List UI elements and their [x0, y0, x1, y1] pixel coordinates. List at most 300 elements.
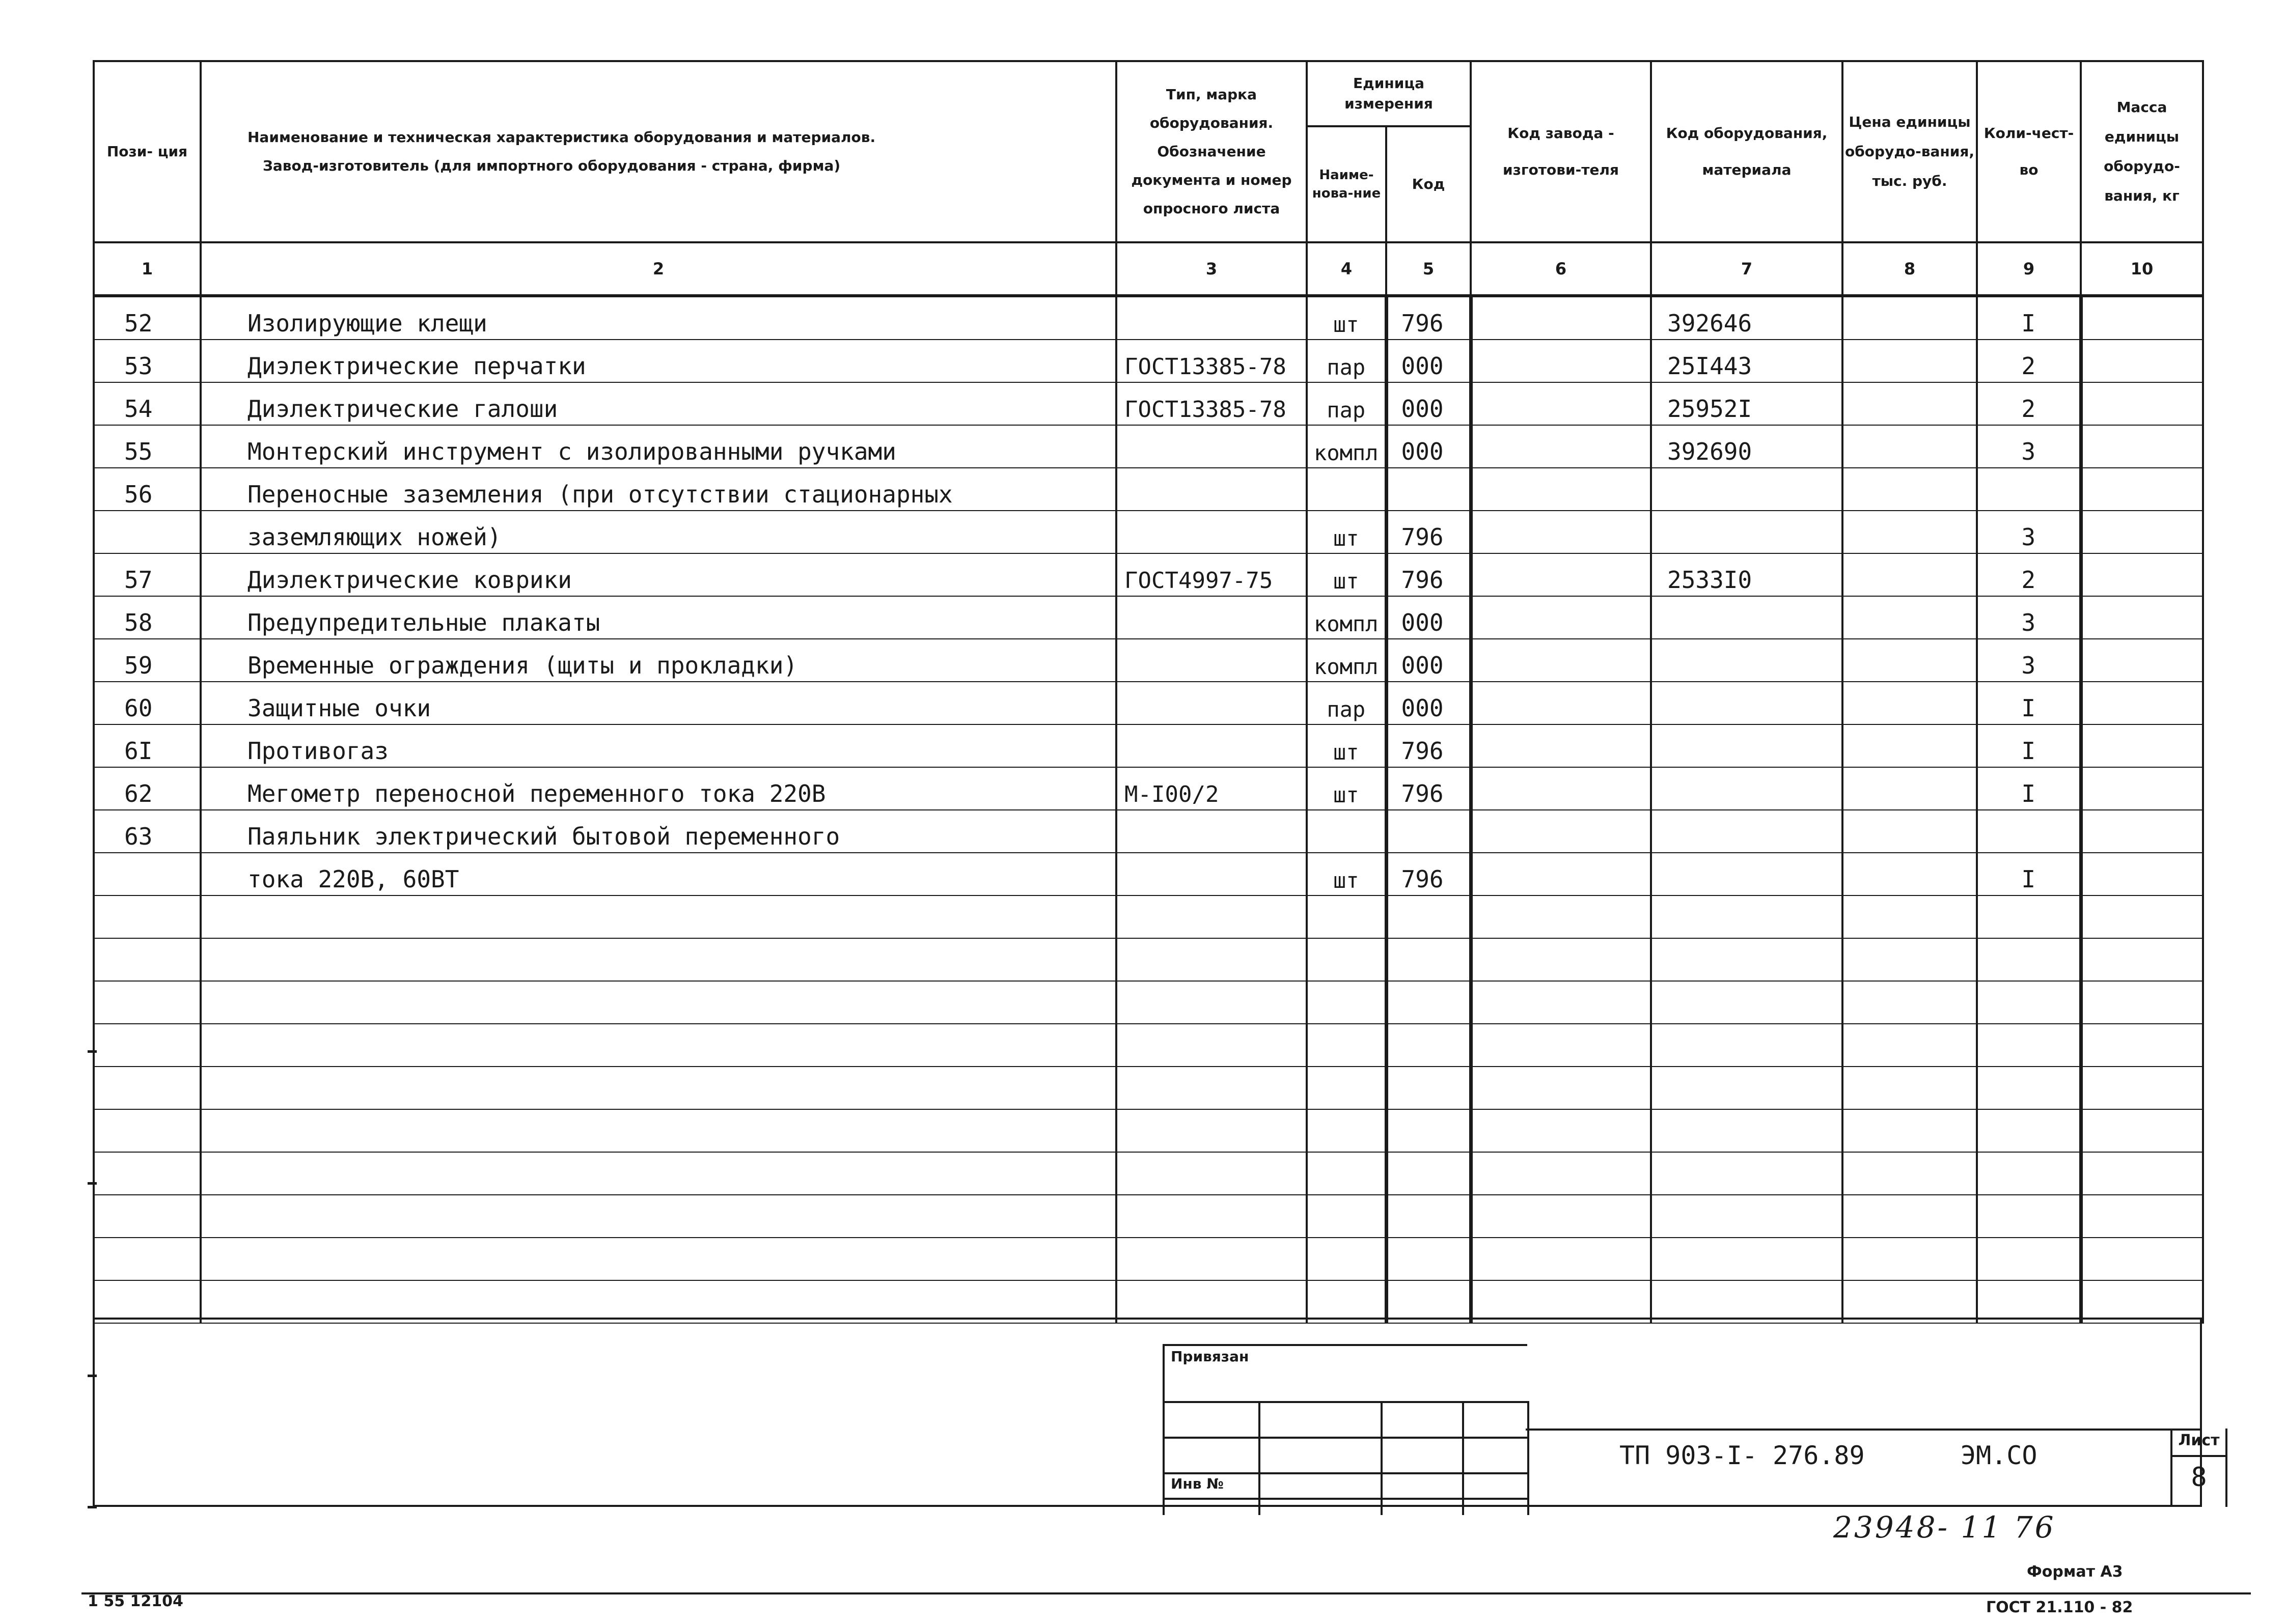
- row-unit-code: 796: [1386, 853, 1471, 895]
- row-quantity: 3: [1977, 596, 2081, 639]
- row-name: Изолирующие клещи: [201, 296, 1116, 340]
- column-number: 2: [201, 242, 1116, 296]
- row-unit-code: [1386, 981, 1471, 1024]
- row-name: Предупредительные плакаты: [201, 596, 1116, 639]
- margin-tick: [88, 1050, 97, 1053]
- row-name: [201, 938, 1116, 981]
- header-quantity: Коли-чест-во: [1977, 61, 2081, 242]
- row-quantity: [1977, 1238, 2081, 1280]
- column-number: 6: [1471, 242, 1651, 296]
- row-unit-code: [1386, 938, 1471, 981]
- row-name: Противогаз: [201, 724, 1116, 767]
- row-unit-name: [1307, 1152, 1386, 1195]
- row-name: [201, 1195, 1116, 1238]
- column-number: 7: [1651, 242, 1842, 296]
- row-unit-name: [1307, 1109, 1386, 1152]
- row-material-code: 25I443: [1651, 340, 1842, 382]
- table-row: [94, 596, 2203, 639]
- row-manufacturer-code: [1471, 340, 1651, 382]
- table-row: [94, 511, 2203, 553]
- row-unit-code: 796: [1386, 296, 1471, 340]
- row-document: [1116, 596, 1307, 639]
- table-row: [94, 853, 2203, 895]
- row-unit-code: 000: [1386, 596, 1471, 639]
- row-document: [1116, 1024, 1307, 1067]
- row-unit-code: [1386, 1024, 1471, 1067]
- row-position: 55: [94, 425, 201, 468]
- row-document: [1116, 938, 1307, 981]
- row-mass: [2081, 553, 2203, 596]
- row-material-code: [1651, 724, 1842, 767]
- row-mass: [2081, 511, 2203, 553]
- row-material-code: 392646: [1651, 296, 1842, 340]
- row-manufacturer-code: [1471, 981, 1651, 1024]
- column-number: 9: [1977, 242, 2081, 296]
- row-document: [1116, 511, 1307, 553]
- row-material-code: [1651, 767, 1842, 810]
- row-mass: [2081, 1238, 2203, 1280]
- row-quantity: [1977, 1067, 2081, 1109]
- row-name: Диэлектрические перчатки: [201, 340, 1116, 382]
- row-name: Монтерский инструмент с изолированными ручками: [201, 425, 1116, 468]
- row-unit-code: 796: [1386, 511, 1471, 553]
- row-unit-name: шт: [1307, 767, 1386, 810]
- row-material-code: 392690: [1651, 425, 1842, 468]
- title-block-divider: [1526, 1429, 2202, 1431]
- row-price: [1842, 810, 1977, 853]
- row-manufacturer-code: [1471, 724, 1651, 767]
- row-unit-code: 000: [1386, 340, 1471, 382]
- row-quantity: [1977, 1195, 2081, 1238]
- row-document: [1116, 1195, 1307, 1238]
- row-unit-code: [1386, 468, 1471, 511]
- row-manufacturer-code: [1471, 1238, 1651, 1280]
- row-position: 60: [94, 682, 201, 724]
- row-mass: [2081, 468, 2203, 511]
- row-material-code: 2533I0: [1651, 553, 1842, 596]
- row-price: [1842, 425, 1977, 468]
- row-manufacturer-code: [1471, 639, 1651, 682]
- row-mass: [2081, 639, 2203, 682]
- row-mass: [2081, 1195, 2203, 1238]
- row-manufacturer-code: [1471, 1280, 1651, 1323]
- row-material-code: [1651, 1195, 1842, 1238]
- row-unit-name: [1307, 1024, 1386, 1067]
- row-material-code: [1651, 895, 1842, 938]
- row-material-code: [1651, 468, 1842, 511]
- row-position: [94, 853, 201, 895]
- row-unit-name: [1307, 1238, 1386, 1280]
- row-position: 52: [94, 296, 201, 340]
- row-unit-name: [1307, 810, 1386, 853]
- table-row: [94, 382, 2203, 425]
- row-price: [1842, 511, 1977, 553]
- document-number: ТП 903-I- 276.89: [1619, 1441, 1865, 1470]
- header-name-line2: Завод-изготовитель (для импортного оборудования - страна, фирма): [263, 157, 841, 174]
- table-row: [94, 553, 2203, 596]
- sheet-number: 8: [2191, 1462, 2207, 1493]
- row-mass: [2081, 981, 2203, 1024]
- row-name: [201, 1024, 1116, 1067]
- margin-tick: [88, 1375, 97, 1377]
- row-unit-name: компл: [1307, 639, 1386, 682]
- row-quantity: I: [1977, 682, 2081, 724]
- table-row: [94, 682, 2203, 724]
- row-material-code: [1651, 981, 1842, 1024]
- row-manufacturer-code: [1471, 1109, 1651, 1152]
- row-position: 59: [94, 639, 201, 682]
- row-name: Паяльник электрический бытовой переменного: [201, 810, 1116, 853]
- row-mass: [2081, 682, 2203, 724]
- row-price: [1842, 853, 1977, 895]
- row-position: [94, 1067, 201, 1109]
- margin-tick: [88, 1182, 97, 1185]
- row-position: 57: [94, 553, 201, 596]
- row-unit-code: [1386, 1280, 1471, 1323]
- row-material-code: [1651, 853, 1842, 895]
- row-manufacturer-code: [1471, 1067, 1651, 1109]
- header-unit-group: Единица измерения: [1307, 61, 1471, 126]
- row-position: [94, 1195, 201, 1238]
- row-quantity: [1977, 1109, 2081, 1152]
- row-material-code: [1651, 1280, 1842, 1323]
- row-material-code: [1651, 810, 1842, 853]
- row-unit-code: [1386, 810, 1471, 853]
- row-position: [94, 511, 201, 553]
- column-number: 10: [2081, 242, 2203, 296]
- row-quantity: 2: [1977, 382, 2081, 425]
- row-quantity: [1977, 895, 2081, 938]
- row-name: заземляющих ножей): [201, 511, 1116, 553]
- empty-row: [94, 981, 2203, 1024]
- row-manufacturer-code: [1471, 1152, 1651, 1195]
- row-price: [1842, 1109, 1977, 1152]
- column-number: 4: [1307, 242, 1386, 296]
- row-price: [1842, 382, 1977, 425]
- row-position: [94, 1152, 201, 1195]
- row-name: Мегометр переносной переменного тока 220В: [201, 767, 1116, 810]
- row-manufacturer-code: [1471, 938, 1651, 981]
- row-unit-name: пар: [1307, 382, 1386, 425]
- row-document: [1116, 1067, 1307, 1109]
- row-document: [1116, 724, 1307, 767]
- row-unit-name: шт: [1307, 724, 1386, 767]
- row-mass: [2081, 853, 2203, 895]
- row-quantity: [1977, 1024, 2081, 1067]
- row-manufacturer-code: [1471, 468, 1651, 511]
- row-unit-name: [1307, 1280, 1386, 1323]
- row-unit-code: [1386, 1109, 1471, 1152]
- row-manufacturer-code: [1471, 511, 1651, 553]
- row-quantity: 2: [1977, 553, 2081, 596]
- row-unit-code: [1386, 1152, 1471, 1195]
- row-mass: [2081, 1024, 2203, 1067]
- row-mass: [2081, 938, 2203, 981]
- gost-label: ГОСТ 21.110 - 82: [1986, 1599, 2133, 1616]
- row-price: [1842, 1152, 1977, 1195]
- row-position: [94, 1109, 201, 1152]
- row-quantity: [1977, 938, 2081, 981]
- row-unit-code: 000: [1386, 425, 1471, 468]
- row-manufacturer-code: [1471, 425, 1651, 468]
- header-manufacturer-code: Код завода - изготови-теля: [1471, 61, 1651, 242]
- row-name: [201, 1280, 1116, 1323]
- row-price: [1842, 639, 1977, 682]
- row-document: [1116, 1280, 1307, 1323]
- table-row: [94, 767, 2203, 810]
- empty-row: [94, 1152, 2203, 1195]
- row-unit-name: пар: [1307, 682, 1386, 724]
- row-price: [1842, 981, 1977, 1024]
- row-unit-name: компл: [1307, 425, 1386, 468]
- row-price: [1842, 340, 1977, 382]
- row-unit-code: 796: [1386, 553, 1471, 596]
- stamp-bound-label: Привязан: [1171, 1348, 1249, 1365]
- row-material-code: [1651, 1238, 1842, 1280]
- empty-row: [94, 1067, 2203, 1109]
- row-unit-name: компл: [1307, 596, 1386, 639]
- table-row: [94, 810, 2203, 853]
- header-unit-code: Код: [1386, 126, 1471, 242]
- empty-row: [94, 895, 2203, 938]
- row-mass: [2081, 340, 2203, 382]
- row-quantity: I: [1977, 853, 2081, 895]
- row-material-code: [1651, 682, 1842, 724]
- row-unit-name: шт: [1307, 296, 1386, 340]
- row-document: [1116, 468, 1307, 511]
- table-row: [94, 468, 2203, 511]
- row-unit-name: шт: [1307, 853, 1386, 895]
- row-quantity: 3: [1977, 639, 2081, 682]
- row-material-code: [1651, 596, 1842, 639]
- row-manufacturer-code: [1471, 853, 1651, 895]
- row-name: Переносные заземления (при отсутствии стационарных: [201, 468, 1116, 511]
- column-number: 3: [1116, 242, 1307, 296]
- bottom-rule: [81, 1592, 2251, 1594]
- row-mass: [2081, 596, 2203, 639]
- handwritten-number: 23948- 11 76: [1833, 1510, 2056, 1545]
- column-number: 1: [94, 242, 201, 296]
- row-unit-name: [1307, 938, 1386, 981]
- header-mass: Масса единицы оборудо-вания, кг: [2081, 61, 2203, 242]
- row-mass: [2081, 382, 2203, 425]
- row-price: [1842, 1024, 1977, 1067]
- table-row: [94, 296, 2203, 340]
- row-unit-name: шт: [1307, 553, 1386, 596]
- row-position: [94, 1238, 201, 1280]
- row-name: [201, 1109, 1116, 1152]
- row-document: [1116, 853, 1307, 895]
- header-unit-name: Наиме-нова-ние: [1307, 126, 1386, 242]
- row-unit-code: 000: [1386, 639, 1471, 682]
- row-unit-code: [1386, 1238, 1471, 1280]
- row-unit-code: [1386, 895, 1471, 938]
- row-mass: [2081, 1109, 2203, 1152]
- specification-table: [93, 60, 2204, 1324]
- row-position: 6I: [94, 724, 201, 767]
- row-document: [1116, 810, 1307, 853]
- row-unit-code: 796: [1386, 724, 1471, 767]
- binding-stamp: [1163, 1344, 1527, 1515]
- row-manufacturer-code: [1471, 596, 1651, 639]
- row-mass: [2081, 1067, 2203, 1109]
- row-material-code: 25952I: [1651, 382, 1842, 425]
- empty-row: [94, 1024, 2203, 1067]
- row-price: [1842, 1195, 1977, 1238]
- row-material-code: [1651, 1024, 1842, 1067]
- row-quantity: I: [1977, 767, 2081, 810]
- row-unit-code: 796: [1386, 767, 1471, 810]
- header-name-line1: Наименование и техническая характеристика оборудования и материалов.: [247, 129, 876, 146]
- row-quantity: 2: [1977, 340, 2081, 382]
- row-price: [1842, 468, 1977, 511]
- row-position: 54: [94, 382, 201, 425]
- row-manufacturer-code: [1471, 810, 1651, 853]
- row-name: [201, 895, 1116, 938]
- stamp-inv-label: Инв №: [1171, 1475, 1224, 1492]
- row-material-code: [1651, 511, 1842, 553]
- row-quantity: 3: [1977, 425, 2081, 468]
- row-position: 58: [94, 596, 201, 639]
- row-manufacturer-code: [1471, 382, 1651, 425]
- row-quantity: [1977, 810, 2081, 853]
- row-document: [1116, 981, 1307, 1024]
- row-quantity: [1977, 981, 2081, 1024]
- row-quantity: I: [1977, 296, 2081, 340]
- row-quantity: [1977, 468, 2081, 511]
- row-mass: [2081, 767, 2203, 810]
- row-material-code: [1651, 1152, 1842, 1195]
- row-price: [1842, 895, 1977, 938]
- row-material-code: [1651, 639, 1842, 682]
- row-price: [1842, 1280, 1977, 1323]
- header-position: Пози- ция: [94, 61, 201, 242]
- row-name: Временные ограждения (щиты и прокладки): [201, 639, 1116, 682]
- row-manufacturer-code: [1471, 296, 1651, 340]
- row-price: [1842, 724, 1977, 767]
- row-manufacturer-code: [1471, 682, 1651, 724]
- row-document: ГОСТ13385-78: [1116, 382, 1307, 425]
- row-unit-code: 000: [1386, 682, 1471, 724]
- margin-tick: [88, 1506, 97, 1508]
- column-number: 5: [1386, 242, 1471, 296]
- empty-row: [94, 1238, 2203, 1280]
- document-code: ЭМ.СО: [1961, 1441, 2037, 1470]
- row-name: [201, 1238, 1116, 1280]
- format-label: Формат А3: [2027, 1563, 2123, 1581]
- row-document: [1116, 296, 1307, 340]
- row-price: [1842, 682, 1977, 724]
- row-unit-name: [1307, 981, 1386, 1024]
- row-manufacturer-code: [1471, 1024, 1651, 1067]
- row-position: 56: [94, 468, 201, 511]
- row-name: [201, 1067, 1116, 1109]
- row-unit-name: [1307, 1195, 1386, 1238]
- table-row: [94, 639, 2203, 682]
- table-row: [94, 724, 2203, 767]
- row-document: [1116, 682, 1307, 724]
- row-document: ГОСТ4997-75: [1116, 553, 1307, 596]
- row-price: [1842, 553, 1977, 596]
- header-name: [201, 61, 1116, 242]
- table-row: [94, 340, 2203, 382]
- header-material-code: Код оборудования, материала: [1651, 61, 1842, 242]
- row-price: [1842, 1238, 1977, 1280]
- row-name: тока 220В, 60ВТ: [201, 853, 1116, 895]
- row-quantity: [1977, 1152, 2081, 1195]
- row-quantity: 3: [1977, 511, 2081, 553]
- row-mass: [2081, 1152, 2203, 1195]
- row-document: М-I00/2: [1116, 767, 1307, 810]
- row-position: [94, 938, 201, 981]
- row-name: [201, 1152, 1116, 1195]
- row-mass: [2081, 1280, 2203, 1323]
- row-unit-code: [1386, 1067, 1471, 1109]
- row-quantity: [1977, 1280, 2081, 1323]
- row-price: [1842, 296, 1977, 340]
- row-mass: [2081, 296, 2203, 340]
- row-price: [1842, 767, 1977, 810]
- table-row: [94, 425, 2203, 468]
- print-code: 1 55 12104: [88, 1592, 183, 1610]
- row-unit-name: [1307, 895, 1386, 938]
- row-position: 53: [94, 340, 201, 382]
- empty-row: [94, 1109, 2203, 1152]
- row-material-code: [1651, 1067, 1842, 1109]
- row-mass: [2081, 425, 2203, 468]
- empty-row: [94, 938, 2203, 981]
- row-document: [1116, 425, 1307, 468]
- row-name: [201, 981, 1116, 1024]
- row-manufacturer-code: [1471, 767, 1651, 810]
- row-manufacturer-code: [1471, 895, 1651, 938]
- row-manufacturer-code: [1471, 553, 1651, 596]
- row-document: [1116, 1238, 1307, 1280]
- header-type: Тип, марка оборудования. Обозначение документа и номер опросного листа: [1116, 61, 1307, 242]
- row-material-code: [1651, 1109, 1842, 1152]
- row-unit-name: [1307, 468, 1386, 511]
- row-document: [1116, 1109, 1307, 1152]
- row-name: Диэлектрические галоши: [201, 382, 1116, 425]
- row-price: [1842, 1067, 1977, 1109]
- row-unit-code: 000: [1386, 382, 1471, 425]
- column-number: 8: [1842, 242, 1977, 296]
- row-mass: [2081, 724, 2203, 767]
- row-position: [94, 895, 201, 938]
- row-position: [94, 981, 201, 1024]
- row-position: 63: [94, 810, 201, 853]
- row-unit-code: [1386, 1195, 1471, 1238]
- empty-row: [94, 1280, 2203, 1323]
- row-document: ГОСТ13385-78: [1116, 340, 1307, 382]
- row-unit-name: пар: [1307, 340, 1386, 382]
- row-document: [1116, 639, 1307, 682]
- row-name: Защитные очки: [201, 682, 1116, 724]
- row-material-code: [1651, 938, 1842, 981]
- row-position: [94, 1280, 201, 1323]
- row-manufacturer-code: [1471, 1195, 1651, 1238]
- row-document: [1116, 1152, 1307, 1195]
- footer-frame: [93, 1318, 2202, 1507]
- row-document: [1116, 895, 1307, 938]
- sheet-number-box: [2170, 1429, 2227, 1507]
- row-position: 62: [94, 767, 201, 810]
- header-price: Цена единицы оборудо-вания, тыс. руб.: [1842, 61, 1977, 242]
- row-mass: [2081, 810, 2203, 853]
- row-position: [94, 1024, 201, 1067]
- row-mass: [2081, 895, 2203, 938]
- empty-row: [94, 1195, 2203, 1238]
